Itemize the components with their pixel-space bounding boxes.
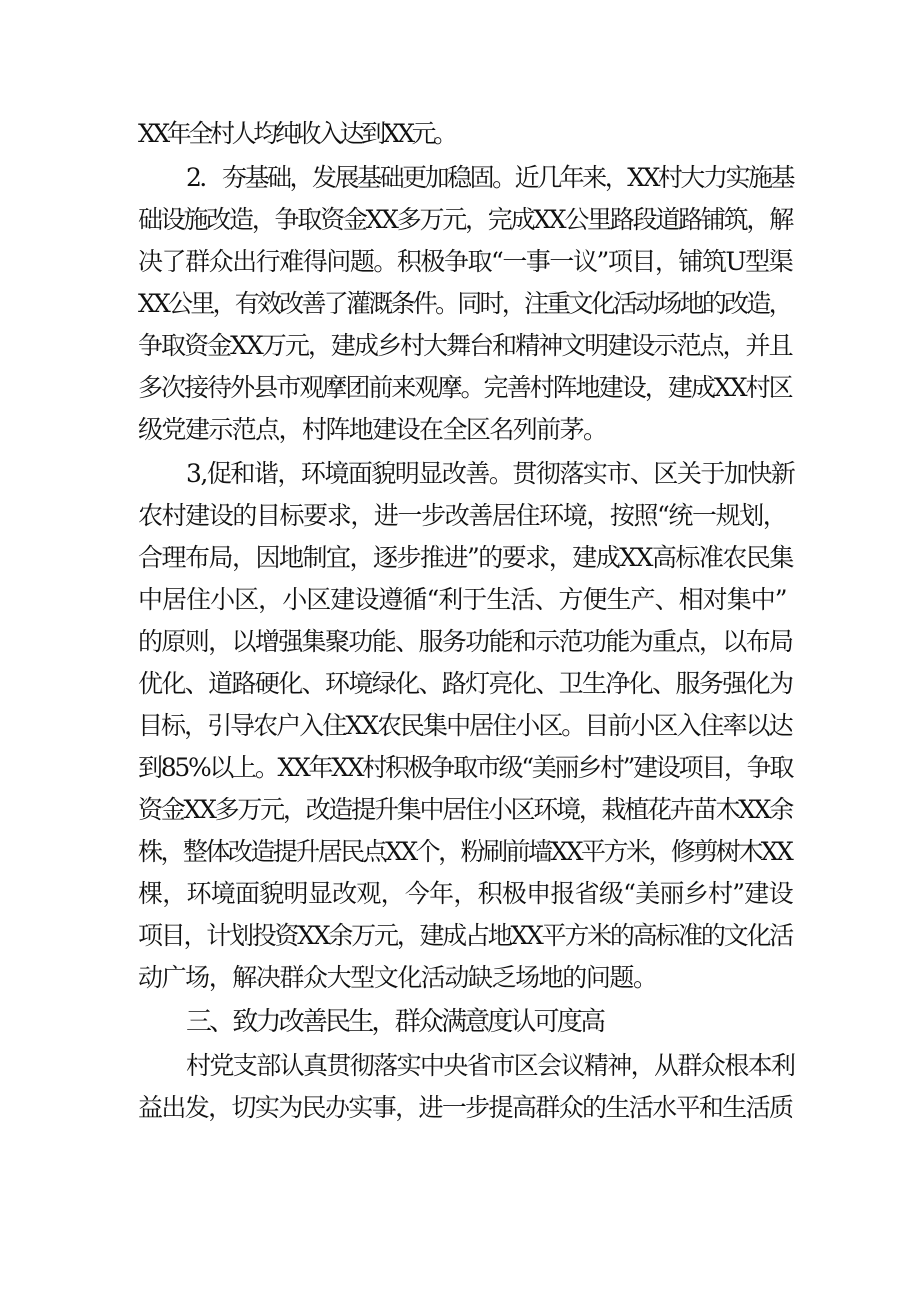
text-line: 多次接待外县市观摩团前来观摩。完善村阵地建设，建成XX村区 [138, 373, 792, 402]
text-line: 争取资金XX万元，建成乡村大舞台和精神文明建设示范点，并且 [138, 331, 792, 360]
text-line: 村党支部认真贯彻落实中央省市区会议精神，从群众根本利 [186, 1051, 795, 1080]
text-line: 到85%以上。XX年XX村积极争取市级“美丽乡村”建设项目，争取 [138, 753, 793, 782]
text-line: 项目，计划投资XX余万元，建成占地XX平方米的高标准的文化活 [138, 921, 792, 950]
text-line: 级党建示范点，村阵地建设在全区名列前茅。 [138, 415, 607, 444]
text-line: 决了群众出行难得问题。积极争取“一事一议”项目，铺筑U型渠 [138, 247, 793, 276]
text-line: 株，整体改造提升居民点XX个，粉刷前墙XX平方米，修剪树木XX [138, 837, 792, 866]
text-line: XX年全村人均纯收入达到XX元。 [138, 119, 455, 148]
section-heading: 三、致力改善民生，群众满意度认可度高 [186, 1007, 604, 1037]
text-line: 中居住小区，小区建设遵循“利于生活、方便生产、相对集中” [138, 585, 787, 614]
text-line: 目标，引导农户入住XX农民集中居住小区。目前小区入住率以达 [138, 711, 792, 740]
text-line: 棵，环境面貌明显改观，今年，积极申报省级“美丽乡村”建设 [138, 879, 793, 908]
text-line: 资金XX多万元，改造提升集中居住小区环境，栽植花卉苗木XX余 [138, 795, 792, 824]
text-line: 3,促和谐，环境面貌明显改善。贯彻落实市、区关于加快新 [186, 459, 795, 488]
text-line: 合理布局，因地制宜，逐步推进”的要求，建成XX高标准农民集 [138, 543, 793, 572]
text-line: 益出发，切实为民办实事，进一步提高群众的生活水平和生活质 [138, 1093, 793, 1122]
text-line: 动广场，解决群众大型文化活动缺乏场地的问题。 [138, 963, 657, 992]
text-line: 农村建设的目标要求，进一步改善居住环境，按照“统一规划， [138, 501, 787, 530]
text-line: 的原则，以增强集聚功能、服务功能和示范功能为重点，以布局 [138, 627, 793, 656]
text-line: 优化、道路硬化、环境绿化、路灯亮化、卫生净化、服务强化为 [138, 669, 793, 698]
text-line: 础设施改造，争取资金XX多万元，完成XX公里路段道路铺筑，解 [138, 205, 792, 234]
text-line: XX公里，有效改善了灌溉条件。同时，注重文化活动场地的改造， [138, 289, 791, 318]
text-line: 2．夯基础，发展基础更加稳固。近几年来，XX村大力实施基 [186, 163, 794, 192]
